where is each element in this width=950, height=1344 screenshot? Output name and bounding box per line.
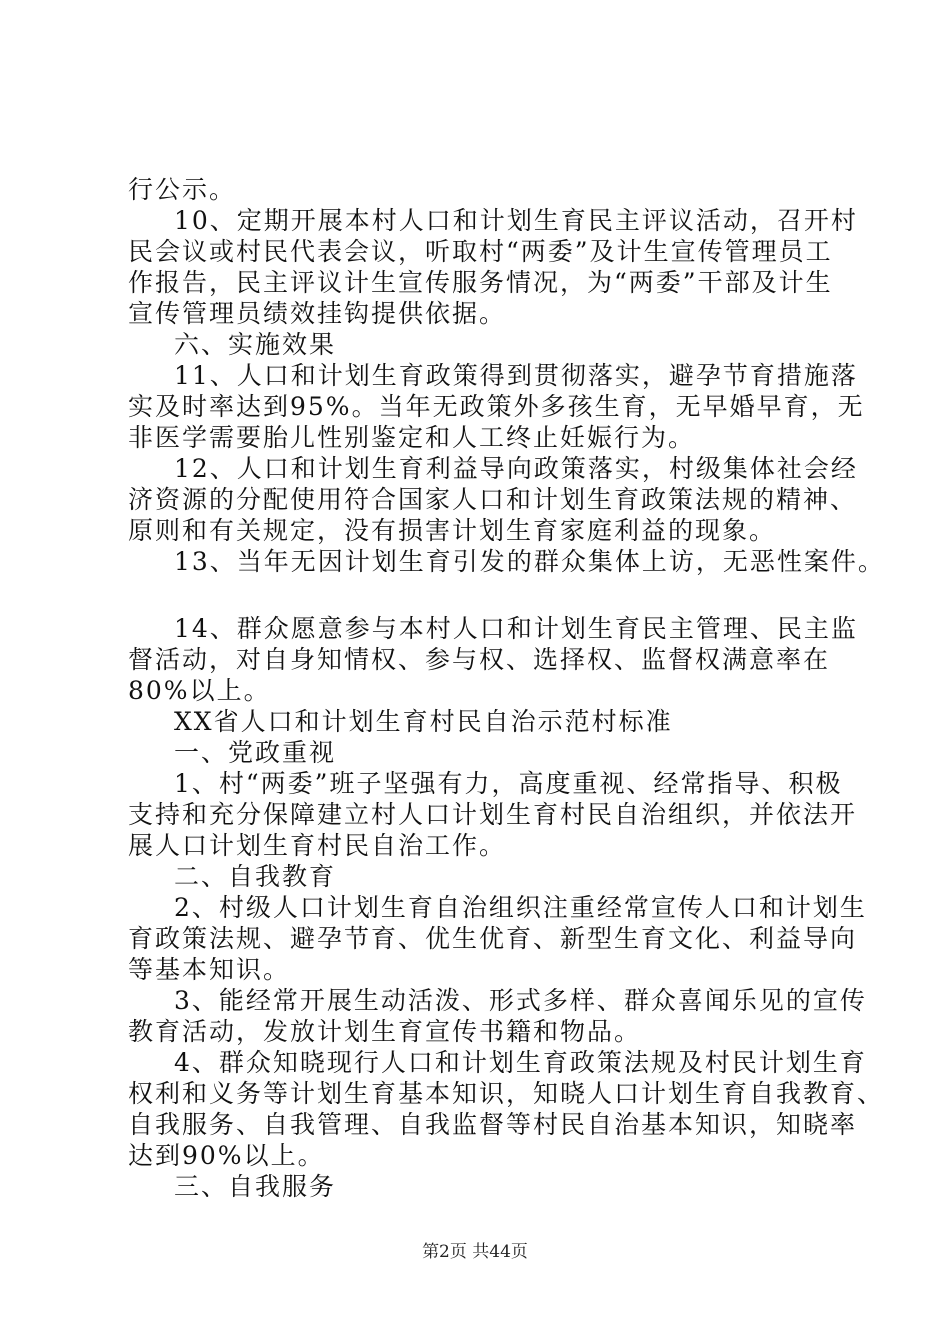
paragraph-14-line: 14、群众愿意参与本村人口和计划生育民主管理、民主监 <box>174 614 858 643</box>
document-body <box>128 174 885 1202</box>
paragraph-2-line: 2、村级人口计划生育自治组织注重经常宣传人口和计划生 <box>174 893 867 922</box>
text-line: 自我服务、自我管理、自我监督等村民自治基本知识，知晓率 <box>128 1110 858 1139</box>
paragraph-10-line: 10、定期开展本村人口和计划生育民主评议活动，召开村 <box>174 206 858 235</box>
text-line: 原则和有关规定，没有损害计划生育家庭利益的现象。 <box>128 516 777 545</box>
text-line: 育政策法规、避孕节育、优生优育、新型生育文化、利益导向 <box>128 924 858 953</box>
text-line: 展人口计划生育村民自治工作。 <box>128 831 507 860</box>
text-line: 非医学需要胎儿性别鉴定和人工终止妊娠行为。 <box>128 423 696 452</box>
text-line: 等基本知识。 <box>128 955 291 984</box>
paragraph-12-line: 12、人口和计划生育利益导向政策落实，村级集体社会经 <box>174 454 858 483</box>
paragraph-gap <box>128 577 863 613</box>
text-line: 实及时率达到95%。当年无政策外多孩生育，无早婚早育，无 <box>128 392 865 421</box>
text-line: 支持和充分保障建立村人口计划生育村民自治组织，并依法开 <box>128 800 858 829</box>
page-number-footer: 第2页 共44页 <box>422 1242 528 1262</box>
text-line: 教育活动，发放计划生育宣传书籍和物品。 <box>128 1017 642 1046</box>
section-heading-3: 三、自我服务 <box>174 1172 337 1201</box>
text-line: 作报告，民主评议计生宣传服务情况，为“两委”干部及计生 <box>128 268 833 297</box>
text-line: 济资源的分配使用符合国家人口和计划生育政策法规的精神、 <box>128 485 858 514</box>
paragraph-1-line: 1、村“两委”班子坚强有力，高度重视、经常指导、积极 <box>174 769 843 798</box>
text-line: 达到90%以上。 <box>128 1141 325 1170</box>
text-line: 民会议或村民代表会议，听取村“两委”及计生宣传管理员工 <box>128 237 833 266</box>
text-line: 宣传管理员绩效挂钩提供依据。 <box>128 299 507 328</box>
text-line: 权利和义务等计划生育基本知识，知晓人口计划生育自我教育、 <box>128 1079 885 1108</box>
section-heading-6: 六、实施效果 <box>174 330 337 359</box>
paragraph-3-line: 3、能经常开展生动活泼、形式多样、群众喜闻乐见的宣传 <box>174 986 867 1015</box>
text-line: 督活动，对自身知情权、参与权、选择权、监督权满意率在 <box>128 645 831 674</box>
text-line: 行公示。 <box>128 175 237 204</box>
paragraph-13-line: 13、当年无因计划生育引发的群众集体上访，无恶性案件。 <box>174 547 885 576</box>
text-line: 80%以上。 <box>128 676 271 705</box>
paragraph-4-line: 4、群众知晓现行人口和计划生育政策法规及村民计划生育 <box>174 1048 867 1077</box>
section-heading-1: 一、党政重视 <box>174 738 337 767</box>
section-heading-2: 二、自我教育 <box>174 862 337 891</box>
paragraph-11-line: 11、人口和计划生育政策得到贯彻落实，避孕节育措施落 <box>174 361 858 390</box>
standard-title: XX省人口和计划生育村民自治示范村标准 <box>174 707 673 736</box>
